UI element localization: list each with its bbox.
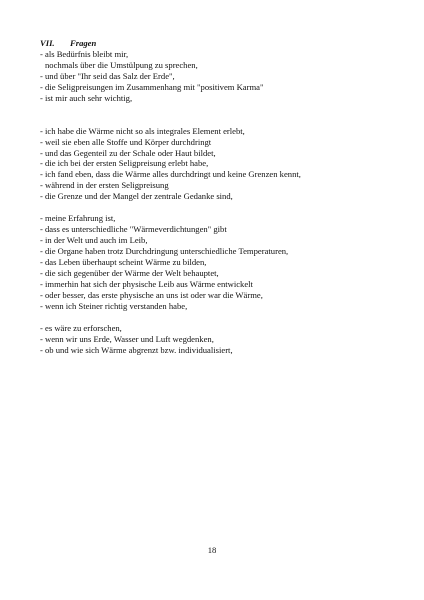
section-number: VII. bbox=[40, 38, 55, 48]
paragraph-spacer bbox=[40, 104, 400, 126]
text-line: - die ich bei der ersten Seligpreisung erlebt habe, bbox=[40, 158, 209, 169]
paragraph-spacer bbox=[40, 312, 400, 323]
text-line: - die Seligpreisungen im Zusammenhang mit "positivem Karma" bbox=[40, 81, 264, 92]
text-line: - die Organe haben trotz Durchdringung unterschiedliche Temperaturen, bbox=[40, 246, 289, 256]
section-heading bbox=[40, 38, 400, 49]
text-line: - die sich gegenüber der Wärme der Welt behauptet, bbox=[40, 267, 219, 278]
text-line: - dass es unterschiedliche "Wärmeverdichtungen" gibt bbox=[40, 224, 227, 235]
text-line: - das Leben überhaupt scheint Wärme zu bilden, bbox=[40, 256, 207, 267]
paragraph-spacer bbox=[40, 202, 400, 213]
text-line: - die Grenze und der Mangel der zentrale Gedanke sind, bbox=[40, 191, 233, 202]
text-line: - und über "Ihr seid das Salz der Erde", bbox=[40, 70, 175, 81]
text-line: - meine Erfahrung ist, bbox=[40, 213, 116, 224]
text-line: - weil sie eben alle Stoffe und Körper durchdringt bbox=[40, 136, 212, 147]
text-line: - als Bedürfnis bleibt mir, bbox=[40, 48, 129, 59]
text-line: - es wäre zu erforschen, bbox=[40, 322, 122, 333]
text-line: - immerhin hat sich der physische Leib aus Wärme entwickelt bbox=[40, 278, 253, 289]
text-line: - ob und wie sich Wärme abgrenzt bzw. individualisiert, bbox=[40, 344, 233, 355]
paragraph-my-experience bbox=[40, 213, 400, 311]
text-line: - während in der ersten Seligpreisung bbox=[40, 180, 169, 191]
paragraph-warmth-experience bbox=[40, 126, 400, 203]
text-line: - wenn wir uns Erde, Wasser und Luft wegdenken, bbox=[40, 333, 214, 344]
section-title: Fragen bbox=[70, 38, 97, 48]
text-line: nochmals über die Umstülpung zu sprechen, bbox=[45, 59, 198, 70]
text-line: - in der Welt und auch im Leib, bbox=[40, 235, 148, 246]
text-line: - oder besser, das erste physische an uns ist oder war die Wärme, bbox=[40, 289, 263, 300]
text-line: - ich habe die Wärme nicht so als integrales Element erlebt, bbox=[40, 125, 245, 136]
text-line: - ich fand eben, dass die Wärme alles durchdringt und keine Grenzen kennt, bbox=[40, 169, 301, 180]
paragraph-research bbox=[40, 323, 400, 356]
text-line: - ist mir auch sehr wichtig, bbox=[40, 92, 133, 103]
body-text bbox=[40, 38, 400, 355]
page-number: 18 bbox=[207, 545, 217, 555]
paragraph-needs bbox=[40, 49, 400, 104]
text-line: - und das Gegenteil zu der Schale oder Haut bildet, bbox=[40, 147, 216, 158]
text-line: - wenn ich Steiner richtig verstanden habe, bbox=[40, 300, 188, 311]
